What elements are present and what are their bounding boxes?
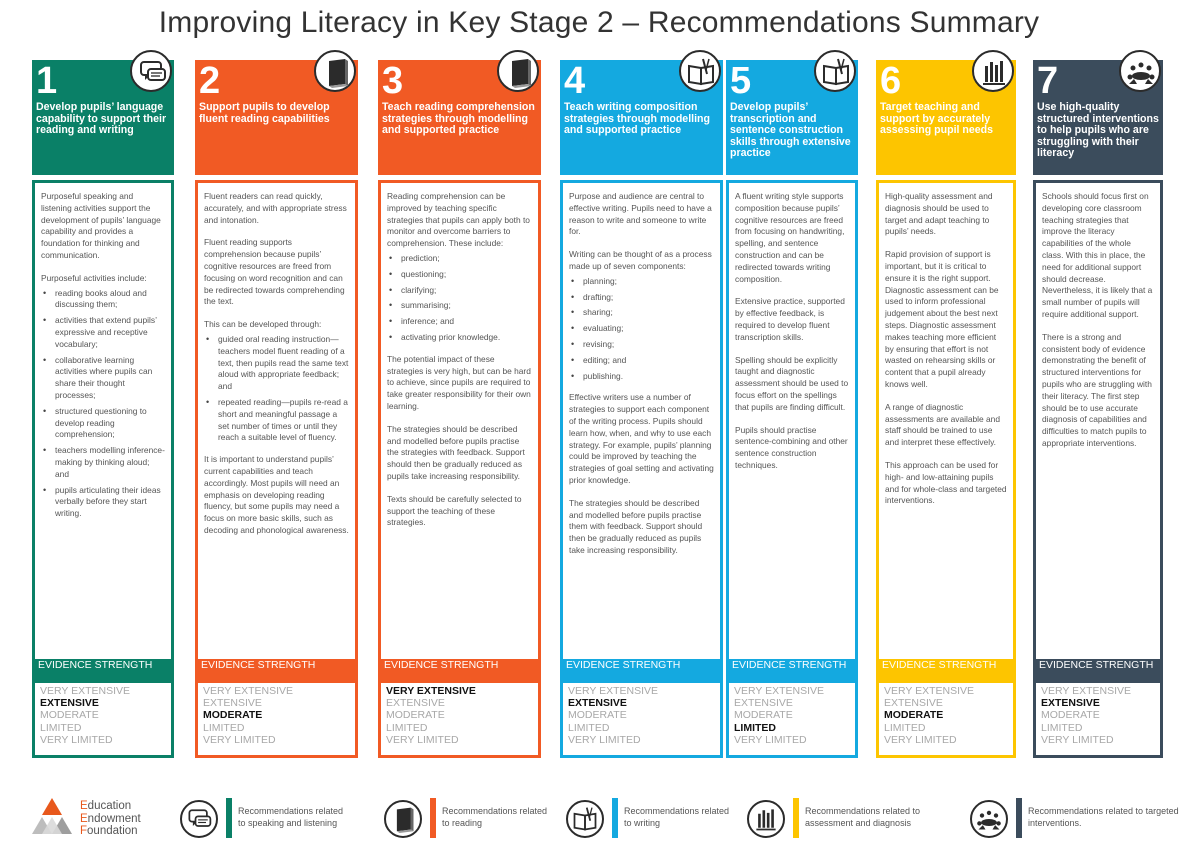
evidence-level: LIMITED bbox=[1041, 721, 1083, 734]
evidence-level: LIMITED bbox=[884, 721, 926, 734]
body-paragraph: This can be developed through: bbox=[204, 319, 322, 330]
evidence-level: VERY LIMITED bbox=[734, 733, 807, 746]
body-paragraph: Fluent readers can read quickly, accurately, and with appropriate stress and intonation. bbox=[204, 191, 347, 225]
list-item: • questioning; bbox=[387, 269, 532, 281]
body-paragraph: Purposeful activities include: bbox=[41, 272, 147, 283]
recommendation-column-7 bbox=[1033, 60, 1163, 758]
recommendation-title: Teach writing composition strategies through modelling and supported practice bbox=[564, 101, 710, 136]
recommendation-column-1 bbox=[32, 60, 174, 758]
evidence-strength-scale bbox=[195, 683, 358, 758]
recommendation-icon-badge bbox=[497, 50, 539, 92]
recommendation-icon-badge bbox=[972, 50, 1014, 92]
evidence-level: VERY LIMITED bbox=[568, 733, 641, 746]
recommendation-icon-badge bbox=[130, 50, 172, 92]
list-item: • clarifying; bbox=[387, 285, 532, 297]
list-item: • structured questioning to develop reading comprehension; bbox=[41, 406, 165, 441]
evidence-strength-heading: EVIDENCE STRENGTH bbox=[726, 659, 858, 683]
recommendation-body bbox=[378, 180, 541, 682]
recommendation-header bbox=[560, 60, 723, 175]
evidence-level: MODERATE bbox=[568, 709, 627, 722]
evidence-level: EXTENSIVE bbox=[884, 697, 943, 710]
body-paragraph: Spelling should be explicitly taught and diagnostic assessment should be used to focus effort on the spellings that pupils are finding difficult. bbox=[735, 354, 849, 412]
body-paragraph: Schools should focus first on developing core classroom teaching strategies that improve the literacy capabilities of the whole class. With this in place, the need for additional support should decrease. Nevertheless, it is likely that a small number of pupils will require additional support. bbox=[1042, 191, 1153, 319]
recommendation-header bbox=[32, 60, 174, 175]
list-item: • reading books aloud and discussing them; bbox=[41, 288, 165, 312]
legend-item bbox=[566, 796, 736, 842]
recommendation-number: 6 bbox=[880, 60, 902, 102]
evidence-strength-scale bbox=[32, 683, 174, 758]
eef-name-line: Endowment bbox=[80, 812, 141, 825]
evidence-level-selected: VERY EXTENSIVE bbox=[386, 685, 476, 697]
evidence-level: LIMITED bbox=[203, 721, 245, 734]
evidence-level: LIMITED bbox=[386, 721, 428, 734]
evidence-level: MODERATE bbox=[734, 709, 793, 722]
recommendation-header bbox=[378, 60, 541, 175]
body-paragraph: The strategies should be described and modelled before pupils practise the strategies with feedback. Support should then be gradually reduced as pupils take increasing responsibility. bbox=[387, 423, 525, 481]
recommendation-title: Develop pupils’ language capability to support their reading and writing bbox=[36, 101, 167, 136]
book-icon bbox=[389, 805, 417, 833]
recommendation-number: 4 bbox=[564, 60, 586, 102]
legend-item bbox=[747, 796, 957, 842]
body-list bbox=[387, 253, 532, 344]
recommendation-icon-badge bbox=[314, 50, 356, 92]
legend-item bbox=[180, 796, 350, 842]
recommendation-number: 3 bbox=[382, 60, 404, 102]
evidence-level: MODERATE bbox=[1041, 709, 1100, 722]
book-icon bbox=[503, 56, 535, 88]
recommendation-icon-badge bbox=[679, 50, 721, 92]
recommendation-title: Use high-quality structured interventions to help pupils who are struggling with their literacy bbox=[1037, 101, 1159, 159]
legend-icon-badge bbox=[970, 800, 1008, 838]
evidence-strength-heading: EVIDENCE STRENGTH bbox=[32, 659, 174, 683]
recommendation-column-6 bbox=[876, 60, 1016, 758]
evidence-level: VERY LIMITED bbox=[386, 733, 459, 746]
evidence-level-selected: MODERATE bbox=[203, 709, 263, 722]
recommendation-body bbox=[560, 180, 723, 682]
body-paragraph: Reading comprehension can be improved by teaching specific strategies that pupils can apply both to monitor and overcome barriers to comprehension. These include: bbox=[387, 191, 530, 249]
evidence-level-selected: EXTENSIVE bbox=[1041, 697, 1100, 710]
evidence-level: LIMITED bbox=[40, 721, 82, 734]
recommendation-column-2 bbox=[195, 60, 358, 758]
body-paragraph: Purposeful speaking and listening activities support the development of pupils’ language capability and provides a foundation for thinking and communication. bbox=[41, 191, 161, 260]
body-paragraph: The strategies should be described and modelled before pupils practise them with feedback. Support should then be gradually reduced as pupils take increasing responsibility. bbox=[569, 497, 703, 555]
eef-triangle-logo-icon bbox=[30, 796, 74, 840]
recommendation-title: Develop pupils’ transcription and sentence construction skills through extensive practice bbox=[730, 101, 851, 159]
recommendation-number: 2 bbox=[199, 60, 221, 102]
recommendation-body bbox=[1033, 180, 1163, 682]
body-paragraph: Extensive practice, supported by effective feedback, is required to develop fluent transcription skills. bbox=[735, 296, 845, 342]
open-book-pen-icon bbox=[685, 56, 717, 88]
evidence-strength-scale bbox=[560, 683, 723, 758]
evidence-level: VERY LIMITED bbox=[40, 733, 113, 746]
recommendation-number: 1 bbox=[36, 60, 58, 102]
recommendation-header bbox=[876, 60, 1016, 175]
page-title: Improving Literacy in Key Stage 2 – Recommendations Summary bbox=[158, 6, 1040, 39]
speech-bubbles-icon bbox=[185, 805, 213, 833]
body-paragraph: Effective writers use a number of strategies to support each component of the writing process. Pupils should learn how, when, and why to use each strategy. For example, pupils’ planning could be improved by teaching the strategies of goal setting and activating prior knowledge. bbox=[569, 392, 714, 485]
evidence-level: VERY EXTENSIVE bbox=[568, 685, 659, 697]
body-list bbox=[204, 334, 349, 444]
body-paragraph: Writing can be thought of as a process made up of seven components: bbox=[569, 249, 712, 271]
evidence-level: VERY EXTENSIVE bbox=[1041, 685, 1132, 697]
legend-color-bar bbox=[612, 798, 618, 838]
recommendation-column-4 bbox=[560, 60, 723, 758]
evidence-level: VERY EXTENSIVE bbox=[734, 685, 825, 697]
body-paragraph: Texts should be carefully selected to support the teaching of these strategies. bbox=[387, 493, 522, 528]
recommendation-body bbox=[32, 180, 174, 682]
body-paragraph: Fluent reading supports comprehension because pupils’ cognitive resources are freed from focusing on word recognition and can be redirected towards comprehending the text. bbox=[204, 237, 345, 307]
evidence-strength-scale bbox=[1033, 683, 1163, 758]
recommendation-column-5 bbox=[726, 60, 858, 758]
list-item: • repeated reading—pupils re-read a short and meaningful passage a set number of times or until they reach a suitable level of fluency. bbox=[204, 397, 349, 444]
recommendation-body bbox=[876, 180, 1016, 682]
recommendation-title: Support pupils to develop fluent reading capabilities bbox=[199, 101, 330, 125]
body-paragraph: Pupils should practise sentence-combining and other sentence construction techniques. bbox=[735, 424, 848, 470]
list-item: • sharing; bbox=[569, 307, 714, 319]
list-item: • activating prior knowledge. bbox=[387, 332, 532, 344]
recommendation-header bbox=[726, 60, 858, 175]
legend-icon-badge bbox=[566, 800, 604, 838]
book-icon bbox=[320, 56, 352, 88]
evidence-level: MODERATE bbox=[40, 709, 99, 722]
recommendation-body bbox=[726, 180, 858, 682]
legend-color-bar bbox=[793, 798, 799, 838]
list-item: • inference; and bbox=[387, 316, 532, 328]
evidence-level-selected: EXTENSIVE bbox=[568, 697, 627, 710]
speech-bubbles-icon bbox=[136, 56, 168, 88]
evidence-strength-heading: EVIDENCE STRENGTH bbox=[876, 659, 1016, 683]
group-meeting-icon bbox=[1125, 56, 1157, 88]
list-item: • prediction; bbox=[387, 253, 532, 265]
legend-color-bar bbox=[226, 798, 232, 838]
eef-logo bbox=[30, 796, 180, 842]
open-book-pen-icon bbox=[820, 56, 852, 88]
evidence-level: EXTENSIVE bbox=[203, 697, 262, 710]
group-meeting-icon bbox=[975, 805, 1003, 833]
body-paragraph: It is important to understand pupils’ current capabilities and teach accordingly. Most pupils will need an emphasis on developing reading fluency, but some pupils may need a focus on more basic skills, such as decoding and phonological awareness. bbox=[204, 454, 349, 535]
legend-icon-badge bbox=[180, 800, 218, 838]
legend-icon-badge bbox=[747, 800, 785, 838]
evidence-level: VERY LIMITED bbox=[203, 733, 276, 746]
evidence-strength-scale bbox=[378, 683, 541, 758]
eef-name-line: Education bbox=[80, 800, 132, 812]
evidence-level: VERY LIMITED bbox=[884, 733, 957, 746]
list-item: • editing; and bbox=[569, 355, 714, 367]
recommendation-body bbox=[195, 180, 358, 682]
list-item: • teachers modelling inference-making by thinking aloud; and bbox=[41, 445, 165, 480]
legend-label: Recommendations related to assessment and diagnosis bbox=[805, 806, 921, 828]
recommendation-header bbox=[1033, 60, 1163, 175]
list-item: • pupils articulating their ideas verbally before they start writing. bbox=[41, 485, 165, 520]
recommendation-number: 7 bbox=[1037, 60, 1059, 102]
bar-chart-icon bbox=[978, 56, 1010, 88]
evidence-level-selected: LIMITED bbox=[734, 721, 776, 734]
evidence-level: VERY EXTENSIVE bbox=[40, 685, 131, 697]
list-item: • revising; bbox=[569, 339, 714, 351]
body-paragraph: A fluent writing style supports composition because pupils’ cognitive resources are freed from focusing on handwriting, spelling, and sentence construction and can be redirected towards writing composition. bbox=[735, 191, 845, 284]
recommendation-icon-badge bbox=[814, 50, 856, 92]
body-paragraph: The potential impact of these strategies is very high, but can be hard to achieve, since pupils are required to take greater responsibility for their own learning. bbox=[387, 353, 531, 411]
recommendation-column-3 bbox=[378, 60, 541, 758]
evidence-level-selected: MODERATE bbox=[884, 709, 944, 722]
bar-chart-icon bbox=[752, 805, 780, 833]
legend-label: Recommendations related to targeted interventions. bbox=[1028, 806, 1179, 828]
body-paragraph: Purpose and audience are central to effective writing. Pupils need to have a reason to write and someone to write for. bbox=[569, 191, 712, 237]
recommendation-number: 5 bbox=[730, 60, 752, 102]
list-item: • collaborative learning activities where pupils can share their thought processes; bbox=[41, 355, 165, 402]
list-item: • summarising; bbox=[387, 300, 532, 312]
body-list bbox=[569, 276, 714, 383]
evidence-level: MODERATE bbox=[386, 709, 445, 722]
legend-label: Recommendations related to speaking and listening bbox=[238, 806, 344, 828]
evidence-level: LIMITED bbox=[568, 721, 610, 734]
list-item: • activities that extend pupils’ expressive and receptive vocabulary; bbox=[41, 315, 165, 350]
eef-name bbox=[80, 800, 141, 838]
open-book-pen-icon bbox=[571, 805, 599, 833]
legend-icon-badge bbox=[384, 800, 422, 838]
evidence-strength-heading: EVIDENCE STRENGTH bbox=[195, 659, 358, 683]
recommendation-icon-badge bbox=[1119, 50, 1161, 92]
body-paragraph: High-quality assessment and diagnosis should be used to target and adapt teaching to pupils’ needs. bbox=[885, 191, 993, 237]
body-paragraph: A range of diagnostic assessments are available and staff should be trained to use and interpret these effectively. bbox=[885, 401, 1000, 448]
legend-item bbox=[384, 796, 554, 842]
recommendation-title: Target teaching and support by accurately assessing pupil needs bbox=[880, 101, 994, 136]
evidence-strength-scale bbox=[726, 683, 858, 758]
legend-label: Recommendations related to reading bbox=[442, 806, 548, 828]
evidence-strength-heading: EVIDENCE STRENGTH bbox=[378, 659, 541, 683]
body-paragraph: There is a strong and consistent body of evidence demonstrating the benefit of structured interventions for pupils who are struggling with their literacy. The first step should be to use accurate diagnosis of capabilities and difficulties to match pupils to appropriate interventions. bbox=[1042, 331, 1152, 448]
body-list bbox=[41, 288, 165, 520]
recommendation-header bbox=[195, 60, 358, 175]
legend-color-bar bbox=[1016, 798, 1022, 838]
evidence-strength-heading: EVIDENCE STRENGTH bbox=[560, 659, 723, 683]
eef-name-line: Foundation bbox=[80, 825, 138, 838]
legend-label: Recommendations related to writing bbox=[624, 806, 730, 828]
recommendation-title: Teach reading comprehension strategies through modelling and supported practice bbox=[382, 101, 535, 136]
evidence-level: EXTENSIVE bbox=[386, 697, 445, 710]
evidence-level: VERY LIMITED bbox=[1041, 733, 1114, 746]
body-paragraph: This approach can be used for high- and low-attaining pupils and for whole-class and targeted interventions. bbox=[885, 459, 1007, 506]
legend-color-bar bbox=[430, 798, 436, 838]
list-item: • planning; bbox=[569, 276, 714, 288]
evidence-level: VERY EXTENSIVE bbox=[203, 685, 294, 697]
list-item: • drafting; bbox=[569, 292, 714, 304]
list-item: • guided oral reading instruction—teachers model fluent reading of a text, then pupils read the same text aloud with appropriate feedback; and bbox=[204, 334, 349, 393]
evidence-strength-scale bbox=[876, 683, 1016, 758]
evidence-level: VERY EXTENSIVE bbox=[884, 685, 975, 697]
list-item: • evaluating; bbox=[569, 323, 714, 335]
legend-item bbox=[970, 796, 1190, 842]
body-paragraph: Rapid provision of support is important, but it is critical to ensure it is the right support. Diagnostic assessment can be used to inform professional judgement about the best next steps. Diagnostic assessment makes teaching more efficient by ensuring that effort is not wasted on rehearsing skills or content that a pupil already knows well. bbox=[885, 249, 999, 389]
list-item: • publishing. bbox=[569, 371, 714, 383]
evidence-strength-heading: EVIDENCE STRENGTH bbox=[1033, 659, 1163, 683]
evidence-level: EXTENSIVE bbox=[734, 697, 793, 710]
evidence-level-selected: EXTENSIVE bbox=[40, 697, 99, 710]
